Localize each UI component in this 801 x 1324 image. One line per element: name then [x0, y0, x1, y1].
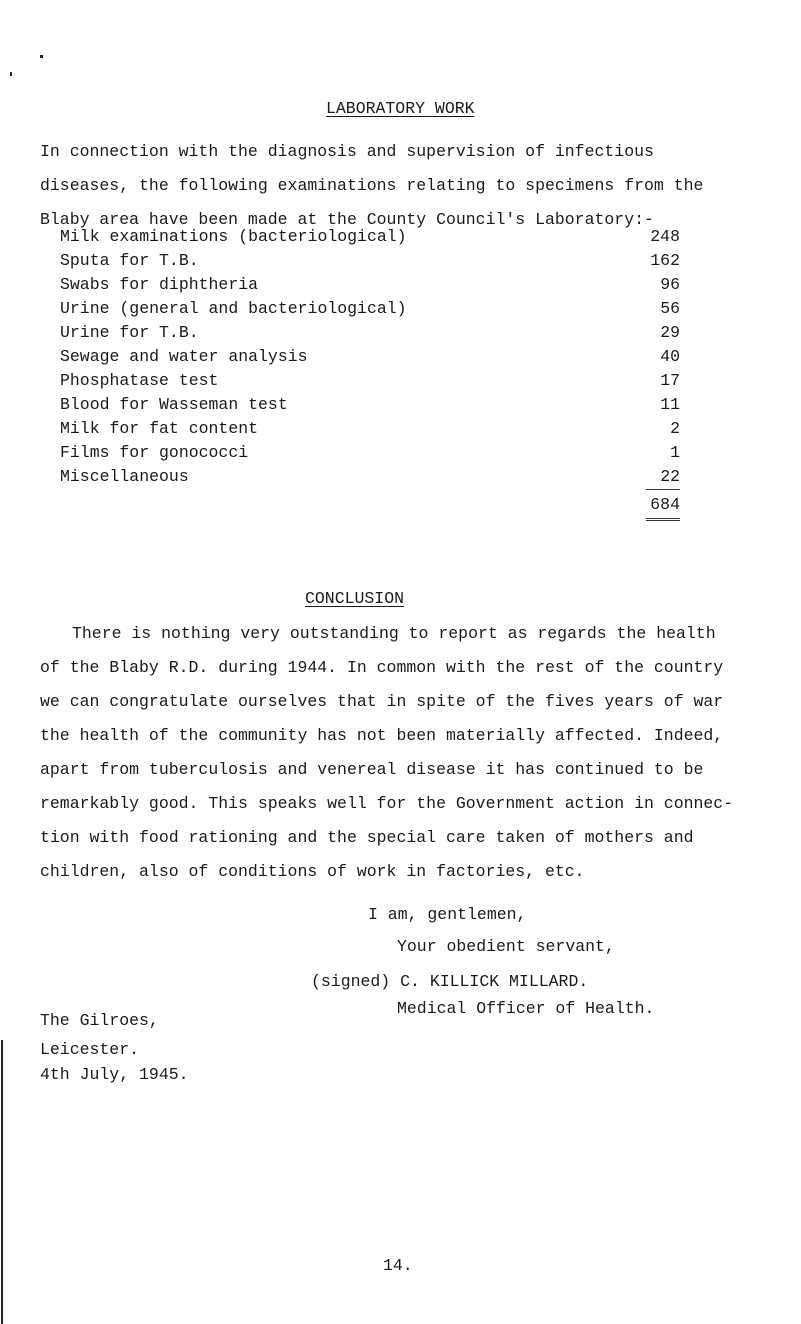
total-count: 684 — [650, 495, 680, 514]
section-title: LABORATORY WORK — [326, 99, 475, 118]
exam-count: 96 — [660, 275, 680, 294]
table-row — [60, 299, 680, 323]
table-row — [60, 227, 680, 251]
exam-count: 22 — [660, 467, 680, 486]
exam-count: 17 — [660, 371, 680, 390]
exam-label: Phosphatase test — [60, 371, 219, 390]
binding-edge-line — [1, 1040, 3, 1324]
table-row — [60, 275, 680, 299]
table-row — [60, 347, 680, 371]
table-row — [60, 395, 680, 419]
exam-count: 40 — [660, 347, 680, 366]
exam-count: 1 — [670, 443, 680, 462]
total-rule — [646, 489, 680, 490]
exam-count: 162 — [650, 251, 680, 270]
address-date: 4th July, 1945. — [40, 1065, 189, 1084]
exam-count: 248 — [650, 227, 680, 246]
table-row — [60, 443, 680, 467]
total-row — [60, 495, 680, 519]
conclusion-line: we can congratulate ourselves that in spite of the fives years of war — [40, 692, 724, 711]
exam-count: 2 — [670, 419, 680, 438]
conclusion-line: remarkably good. This speaks well for the Government action in connec- — [40, 794, 734, 813]
conclusion-line: There is nothing very outstanding to report as regards the health — [72, 624, 716, 643]
intro-line: In connection with the diagnosis and supervision of infectious — [40, 142, 654, 161]
closing-salutation: I am, gentlemen, — [368, 905, 527, 924]
exam-count: 29 — [660, 323, 680, 342]
scan-speck — [10, 72, 12, 76]
conclusion-line: apart from tuberculosis and venereal disease it has continued to be — [40, 760, 704, 779]
exam-label: Milk examinations (bacteriological) — [60, 227, 407, 246]
address-line2: Leicester. — [40, 1040, 140, 1059]
exam-label: Blood for Wasseman test — [60, 395, 288, 414]
table-row — [60, 251, 680, 275]
closing-signature: (signed) C. KILLICK MILLARD. — [311, 972, 589, 991]
exam-count: 56 — [660, 299, 680, 318]
exam-label: Miscellaneous — [60, 467, 189, 486]
table-row — [60, 371, 680, 395]
conclusion-line: tion with food rationing and the special care taken of mothers and — [40, 828, 694, 847]
exam-label: Sewage and water analysis — [60, 347, 308, 366]
conclusion-line: of the Blaby R.D. during 1944. In common with the rest of the country — [40, 658, 724, 677]
page-number: 14. — [383, 1256, 413, 1275]
closing-role: Medical Officer of Health. — [397, 999, 655, 1018]
total-double-rule — [646, 518, 680, 521]
exam-count: 11 — [660, 395, 680, 414]
exam-label: Urine (general and bacteriological) — [60, 299, 407, 318]
closing-servant: Your obedient servant, — [397, 937, 615, 956]
intro-line: diseases, the following examinations relating to specimens from the — [40, 176, 704, 195]
exam-label: Sputa for T.B. — [60, 251, 199, 270]
table-row — [60, 419, 680, 443]
exam-label: Films for gonococci — [60, 443, 249, 462]
exam-label: Urine for T.B. — [60, 323, 199, 342]
table-row — [60, 323, 680, 347]
conclusion-line: children, also of conditions of work in factories, etc. — [40, 862, 585, 881]
conclusion-line: the health of the community has not been materially affected. Indeed, — [40, 726, 724, 745]
scan-speck — [40, 55, 43, 58]
address-line1: The Gilroes, — [40, 1011, 159, 1030]
intro-line: Blaby area have been made at the County Council's Laboratory:- — [40, 210, 654, 229]
table-row — [60, 467, 680, 491]
exam-label: Swabs for diphtheria — [60, 275, 259, 294]
exam-label: Milk for fat content — [60, 419, 259, 438]
conclusion-title: CONCLUSION — [305, 589, 405, 608]
